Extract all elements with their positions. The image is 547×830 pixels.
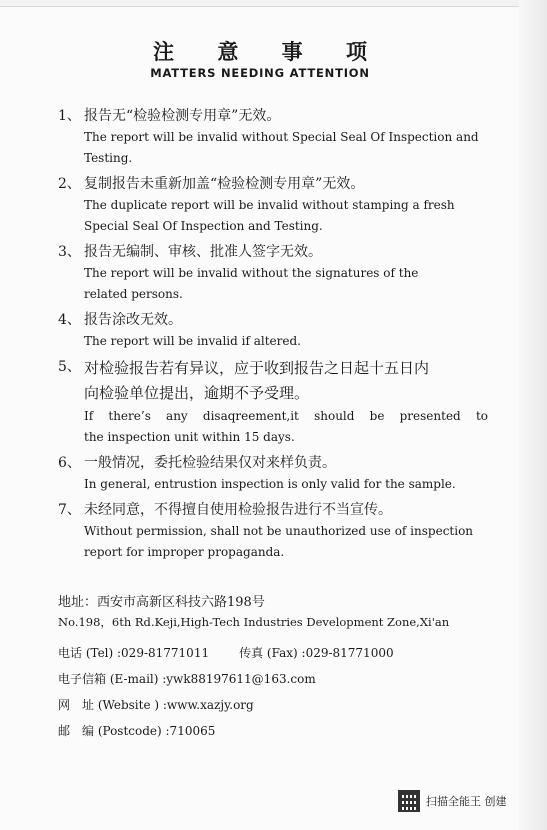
title-english: MATTERS NEEDING ATTENTION <box>150 66 370 80</box>
scanner-watermark <box>398 790 507 812</box>
item-text-en: report for improper propaganda. <box>84 545 285 559</box>
notice-item-4 <box>58 309 488 352</box>
item-number: 5、 <box>58 359 81 375</box>
item-text-cn: 报告涂改无效。 <box>84 312 182 328</box>
item-text-cn-line2: 向检验单位提出，逾期不予受理。 <box>84 384 310 402</box>
postcode-line: 邮 编 (Postcode) :710065 <box>58 724 216 738</box>
notice-item-3 <box>58 241 488 305</box>
notice-item-2 <box>58 173 488 237</box>
address-en: No.198，6th Rd.Keji,High-Tech Industries Development Zone,Xi'an <box>58 615 450 629</box>
phone-fax-line <box>58 640 498 666</box>
item-number: 2、 <box>58 176 81 192</box>
website-line: 网 址 (Website ) :www.xazjy.org <box>58 698 254 712</box>
notice-list <box>58 105 488 567</box>
item-number: 4、 <box>58 312 81 328</box>
item-text-cn: 一般情况，委托检验结果仅对来样负责。 <box>84 455 336 471</box>
item-text-en: Without permission, shall not be unauthorized use of inspection <box>84 524 474 538</box>
notice-item-7 <box>58 499 488 563</box>
item-text-cn: 复制报告未重新加盖“检验检测专用章”无效。 <box>84 176 365 192</box>
item-text-en: The duplicate report will be invalid without stamping a fresh <box>84 198 455 212</box>
watermark-text: 扫描全能王 创建 <box>426 795 507 808</box>
item-text-en: Special Seal Of Inspection and Testing. <box>84 219 323 233</box>
item-text-en: related persons. <box>84 287 183 301</box>
notice-item-6 <box>58 452 488 495</box>
contact-block <box>58 594 498 744</box>
phone-number: 电话 (Tel) :029-81771011 <box>58 646 210 660</box>
item-number: 3、 <box>58 244 81 260</box>
item-text-en: If there’s any disaqreement,it should be presented to <box>84 409 488 423</box>
item-text-en: The report will be invalid without the signatures of the <box>84 266 419 280</box>
item-text-cn: 报告无编制、审核、批准人签字无效。 <box>84 244 322 260</box>
item-number: 1、 <box>58 108 81 124</box>
item-text-en: In general, entrustion inspection is only valid for the sample. <box>84 477 456 491</box>
item-text-en: The report will be invalid without Special Seal Of Inspection and <box>84 130 479 144</box>
title-chinese: 注 意 事 项 <box>153 39 385 64</box>
item-text-cn: 未经同意，不得擅自使用检验报告进行不当宣传。 <box>84 502 392 518</box>
fax-number: 传真 (Fax) :029-81771000 <box>239 646 394 660</box>
item-number: 7、 <box>58 502 81 518</box>
address-cn: 地址：西安市高新区科技六路198号 <box>58 595 265 610</box>
qr-code-icon <box>398 790 420 812</box>
notice-item-1 <box>58 105 488 169</box>
notice-item-5 <box>58 356 488 448</box>
item-text-cn: 报告无“检验检测专用章”无效。 <box>84 108 281 124</box>
email-line: 电子信箱 (E-mail) :ywk88197611@163.com <box>58 672 316 686</box>
item-text-en: The report will be invalid if altered. <box>84 334 301 348</box>
item-number: 6、 <box>58 455 81 471</box>
page-top-edge <box>0 0 520 7</box>
item-text-en: Testing. <box>84 151 133 165</box>
page-right-shadow <box>519 0 547 830</box>
item-text-en: the inspection unit within 15 days. <box>84 430 295 444</box>
item-text-cn: 对检验报告若有异议，应于收到报告之日起十五日内 <box>84 359 430 377</box>
